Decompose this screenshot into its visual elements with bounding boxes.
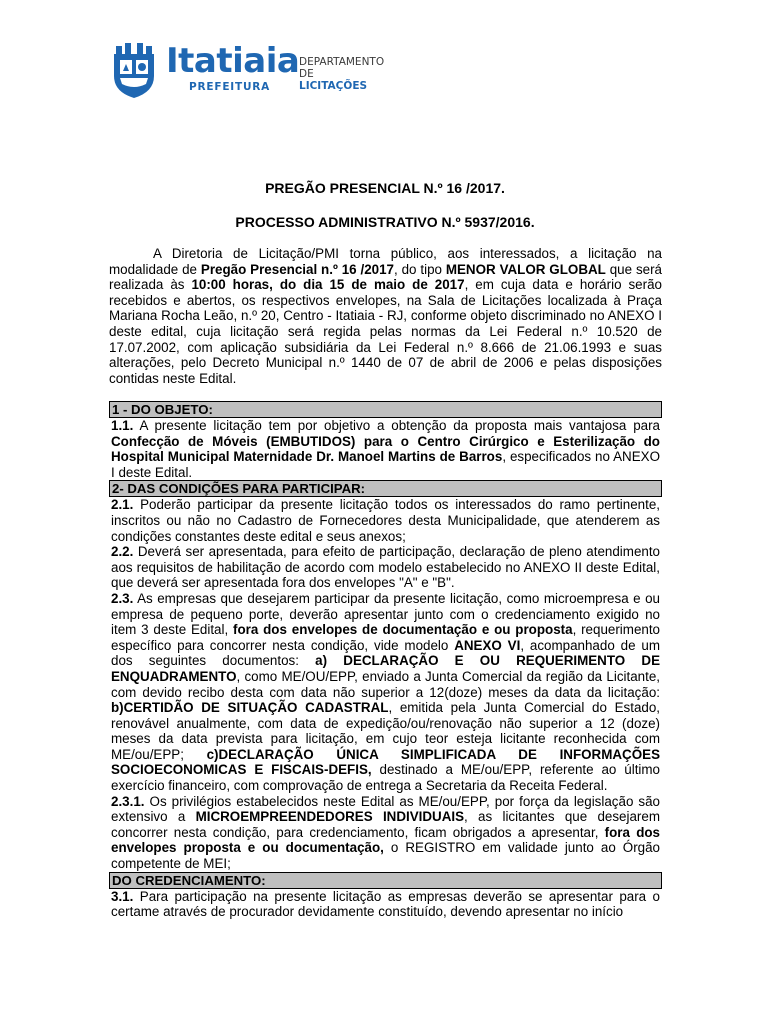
intro-text-3: que será realizada às: [109, 261, 662, 293]
section-header-condicoes: 2- DAS CONDIÇÕES PARA PARTICIPAR:: [109, 480, 662, 497]
item-text: destinado a ME/ou/EPP, referente ao último exercício financeiro, com comprovação de entrega a Secretaria da Receita Federal.: [111, 762, 660, 794]
item-number: 2.2.: [111, 544, 134, 560]
item-text: As empresas que desejarem participar da presente licitação, como microempresa e ou empresa de pequeno porte, deverão apresentar junto com o credenciamento exigido no item 3 deste Edital,: [111, 590, 660, 638]
department-label: [299, 56, 384, 92]
item-text: , emitida pela Junta Comercial do Estado, renovável anualmente, com data de expedição/ou/renovação não superior a 12 (doze) meses da data prevista para licitação, em cujo teor esteja licitante reconhecida com ME/ou/EPP;: [111, 700, 661, 762]
item-bold: a) DECLARAÇÃO E OU REQUERIMENTO DE ENQUADRAMENTO: [111, 653, 661, 684]
item-1-1: [111, 418, 660, 480]
item-number: 2.3.1.: [111, 793, 145, 809]
intro-text-1: A Diretoria de Licitação/PMI torna público, aos interessados, a licitação na modalidade de: [109, 246, 662, 277]
brand-subtitle: PREFEITURA: [189, 81, 271, 93]
section-header-credenciamento: DO CREDENCIAMENTO:: [109, 872, 662, 889]
item-bold: c)DECLARAÇÃO ÚNICA SIMPLIFICADA DE INFORMAÇÕES SOCIOECONOMICAS E FISCAIS-DEFIS,: [111, 746, 660, 778]
item-2-3: [111, 591, 660, 794]
item-bold: fora dos envelopes proposta e ou documentação,: [111, 824, 660, 856]
item-text: , as licitantes que desejarem concorrer nesta condição, para credenciamento, ficam obrigados a apresentar,: [111, 809, 660, 840]
intro-paragraph: [109, 246, 662, 386]
item-text: , requerimento específico para concorrer nesta condição, vide modelo: [111, 622, 661, 653]
department-line-1: DEPARTAMENTO: [299, 56, 385, 68]
intro-bold-3: 10:00 horas, do dia 15 de maio de 2017: [191, 277, 465, 293]
item-number: 1.1.: [111, 418, 134, 433]
intro-bold-2: MENOR VALOR GLOBAL: [445, 261, 606, 277]
document-title: PREGÃO PRESENCIAL N.º 16 /2017.: [265, 180, 505, 196]
item-bold: MICROEMPREENDEDORES INDIVIDUAIS: [195, 809, 465, 825]
item-text: Deverá ser apresentada, para efeito de participação, declaração de pleno atendimento aos requisitos de habilitação de acordo com modelo estabelecido no ANEXO II deste Edital, que deverá ser apresentada fora dos envelopes "A" e "B".: [111, 544, 660, 591]
intro-section: [109, 246, 662, 386]
item-number: 3.1.: [111, 888, 134, 904]
item-text: , acompanhado de um dos seguintes documentos:: [111, 637, 660, 669]
sections-body: [109, 401, 662, 920]
item-3-1: [111, 889, 660, 920]
item-text: , especificados no ANEXO I deste Edital.: [111, 449, 660, 480]
item-2-2: [111, 544, 660, 591]
department-line-2-bold: LICITAÇÕES: [299, 80, 368, 92]
item-bold: ANEXO VI: [454, 637, 521, 653]
intro-text-2: , do tipo: [394, 261, 446, 277]
intro-bold-1: Pregão Presencial n.º 16 /2017: [200, 261, 394, 277]
brand-name: Itatiaia: [166, 41, 300, 81]
item-2-1: [111, 497, 660, 544]
item-text: , como ME/OU/EPP, enviado a Junta Comercial da região da Licitante, com devido recibo desta com data não superior a 12(doze) meses da data da licitação:: [111, 668, 660, 700]
municipal-crest-icon: [108, 40, 160, 100]
item-text: Poderão participar da presente licitação todos os interessados do ramo pertinente, inscritos ou não no Cadastro de Fornecedores desta Municipalidade, que atenderem as condições constantes deste edital e seus anexos;: [111, 497, 660, 544]
section-header-objeto: 1 - DO OBJETO:: [109, 401, 662, 418]
item-number: 2.1.: [111, 497, 134, 513]
item-text: o REGISTRO em validade junto ao Órgão competente de MEI;: [111, 840, 660, 872]
item-number: 2.3.: [111, 590, 134, 606]
intro-text-4: , em cuja data e horário serão recebidos e abertos, os respectivos envelopes, na Sala de Licitações localizada à Praça Mariana Rocha Leão, n.º 20, Centro - Itatiaia - RJ, conforme objeto discriminado no ANEXO I deste edital, cuja licitação será regida pelas normas da Lei Federal n.º 10.520 de 17.07.2002, com aplicação subsidiária da Lei Federal n.º 8.666 de 21.06.1993 e suas alterações, pelo Decreto Municipal n.º 1440 de 07 de abril de 2006 e pelas disposições contidas neste Edital.: [109, 277, 662, 386]
item-bold: Confecção de Móveis (EMBUTIDOS) para o Centro Cirúrgico e Esterilização do Hospital Municipal Maternidade Dr. Manoel Martins de Barros: [111, 433, 660, 465]
item-text: Para participação na presente licitação as empresas deverão se apresentar para o certame através de procurador devidamente constituído, devendo apresentar no início: [111, 888, 660, 920]
item-bold: fora dos envelopes de documentação e ou proposta: [233, 622, 573, 638]
department-line-2-prefix: DE: [299, 68, 314, 80]
process-title: PROCESSO ADMINISTRATIVO N.º 5937/2016.: [235, 214, 535, 230]
item-bold: b)CERTIDÃO DE SITUAÇÃO CADASTRAL: [111, 700, 389, 716]
item-text: Os privilégios estabelecidos neste Edital as ME/ou/EPP, por força da legislação são extensivo a: [111, 793, 660, 825]
item-text: A presente licitação tem por objetivo a obtenção da proposta mais vantajosa para: [133, 418, 660, 433]
item-2-3-1: [111, 794, 660, 872]
